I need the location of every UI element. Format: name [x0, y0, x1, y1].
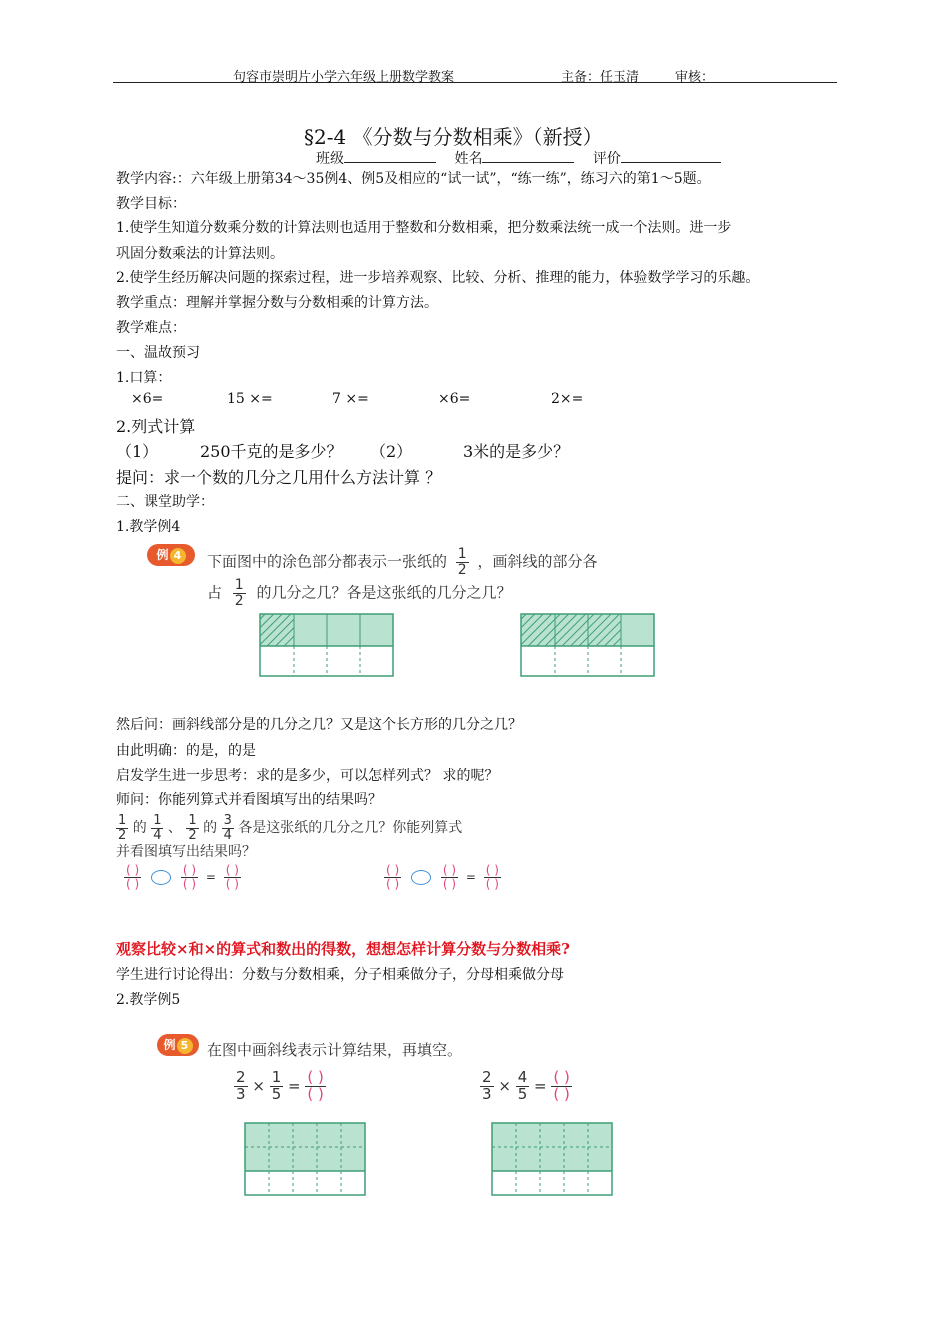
example-5-equation-1: $\frac{2}{3}$ × $\frac{1}{5}$ = $\frac{( )}{( )}$ [236, 1068, 324, 1103]
clarify: 由此明确：的是，的是 [116, 743, 256, 759]
header-rule [113, 82, 837, 83]
example-5-text: 在图中画斜线表示计算结果，再填空。 [207, 1041, 463, 1059]
fraction-one-half: $\frac{1}{2}$ [457, 546, 467, 578]
oral-item-3: 7 ×= [332, 391, 369, 407]
compare-oval[interactable] [411, 870, 431, 885]
discuss-conclusion: 学生进行讨论得出：分数与分数相乘，分子相乘做分子，分母相乘做分母 [116, 967, 564, 983]
eval-label: 评价 [592, 151, 621, 167]
oral-item-5: 2×= [551, 391, 584, 407]
example-5-label: 2.教学例5 [116, 992, 181, 1008]
section-2: 二、课堂助学： [116, 494, 214, 510]
compare-oval[interactable] [151, 870, 171, 885]
header-school: 句容市崇明片小学六年级上册数学教案 [233, 70, 455, 85]
name-field[interactable] [482, 150, 574, 163]
blank-equation-2: $\frac{( )}{( )}$ $\frac{( )}{( )}$ = $\frac{( )}{( )}$ [386, 863, 499, 891]
class-label: 班级 [316, 151, 344, 167]
fraction-one-quarter: $\frac{1}{4}$ [153, 813, 162, 843]
key-point: 教学重点：理解并掌握分数与分数相乘的计算方法。 [116, 295, 438, 311]
q1-num: （1） [116, 442, 159, 461]
blank-fraction[interactable]: $\frac{( )}{( )}$ [485, 863, 499, 891]
example-5-badge: 例 5 [157, 1034, 199, 1056]
teaching-content: 教学内容:：六年级上册第34～35例4、例5及相应的“试一试”，“练一练”，练习六的第1～5题。 [116, 171, 711, 187]
column-label: 2.列式计算 [116, 417, 196, 436]
example-4-figure-left [258, 612, 398, 680]
blank-fraction[interactable]: $\frac{( )}{( )}$ [386, 863, 400, 891]
book-question-line-1: $\frac{1}{2}$ 的 $\frac{1}{4}$ 、 $\frac{1}{2}$ 的 $\frac{3}{4}$ 各是这张纸的几分之几？你能列算式 [118, 813, 463, 843]
then-ask: 然后问：画斜线部分是的几分之几？又是这个长方形的几分之几？ [116, 717, 522, 733]
oral-label: 1.口算： [116, 370, 172, 386]
class-field[interactable] [344, 150, 436, 163]
fraction-one-half: $\frac{1}{2}$ [188, 813, 197, 843]
page-title: §2-4 《分数与分数相乘》（新授） [304, 125, 603, 149]
fraction-one-half: $\frac{1}{2}$ [118, 813, 127, 843]
example-4-label: 1.教学例4 [116, 519, 181, 535]
oral-item-4: ×6= [438, 391, 471, 407]
oral-item-1: ×6= [131, 391, 164, 407]
header-prepared-by: 主备：任玉清 [561, 70, 640, 85]
goal-1a: 1.使学生知道分数乘分数的计算法则也适用于整数和分数相乘，把分数乘法统一成一个法则。进一步 [116, 220, 732, 236]
header-reviewer: 审核： [675, 70, 715, 85]
meta-row [316, 148, 721, 168]
q2: 3米的是多少？ [463, 442, 570, 461]
difficulty: 教学难点： [116, 320, 186, 336]
blank-fraction[interactable]: $\frac{( )}{( )}$ [442, 863, 457, 891]
ask: 提问：求一个数的几分之几用什么方法计算 ？ [116, 468, 442, 487]
section-1: 一、温故预习 [116, 345, 200, 361]
example-4-badge: 例 4 [147, 544, 195, 566]
example-5-equation-2: $\frac{2}{3}$ × $\frac{4}{5}$ = $\frac{( )}{( )}$ [482, 1068, 570, 1103]
blank-fraction[interactable]: $\frac{( )}{( )}$ [126, 863, 140, 891]
teacher-ask: 师问：你能列算式并看图填写出的结果吗？ [116, 792, 382, 808]
example-4-figure-right [519, 612, 659, 680]
q2-num: （2） [370, 442, 413, 461]
inspire: 启发学生进一步思考：求的是多少，可以怎样列式？ 求的呢？ [116, 768, 499, 784]
observe-compare-prompt: 观察比较×和×的算式和数出的得数，想想怎样计算分数与分数相乘? [116, 940, 570, 958]
fraction-three-quarters: $\frac{3}{4}$ [223, 813, 232, 843]
oral-item-2: 15 ×= [227, 391, 273, 407]
blank-equation-1: $\frac{( )}{( )}$ $\frac{( )}{( )}$ = $\frac{( )}{( )}$ [126, 863, 239, 891]
example-5-figure-left[interactable] [244, 1122, 368, 1198]
blank-fraction[interactable]: $\frac{( )}{( )}$ [182, 863, 197, 891]
example-4-text-1: 下面图中的涂色部分都表示一张纸的 $\frac{1}{2}$ ，画斜线的部分各 [207, 546, 598, 578]
goals-label: 教学目标： [116, 196, 186, 212]
example-4-text-2: 占 $\frac{1}{2}$ 的几分之几？各是这张纸的几分之几？ [207, 577, 512, 609]
q1: 250千克的是多少？ [200, 442, 343, 461]
goal-1b: 巩固分数乘法的计算法则。 [116, 246, 284, 262]
blank-fraction[interactable]: $\frac{( )}{( )}$ [225, 863, 239, 891]
blank-fraction[interactable]: $\frac{( )}{( )}$ [553, 1068, 570, 1103]
eval-field[interactable] [621, 150, 721, 163]
example-5-figure-right[interactable] [491, 1122, 615, 1198]
name-label: 姓名 [454, 151, 483, 167]
fraction-one-half: $\frac{1}{2}$ [234, 577, 244, 609]
blank-fraction[interactable]: $\frac{( )}{( )}$ [307, 1068, 324, 1103]
goal-2: 2.使学生经历解决问题的探索过程，进一步培养观察、比较、分析、推理的能力，体验数学学习的乐趣。 [116, 270, 760, 286]
book-question-line-2: 并看图填写出结果吗？ [116, 844, 256, 860]
